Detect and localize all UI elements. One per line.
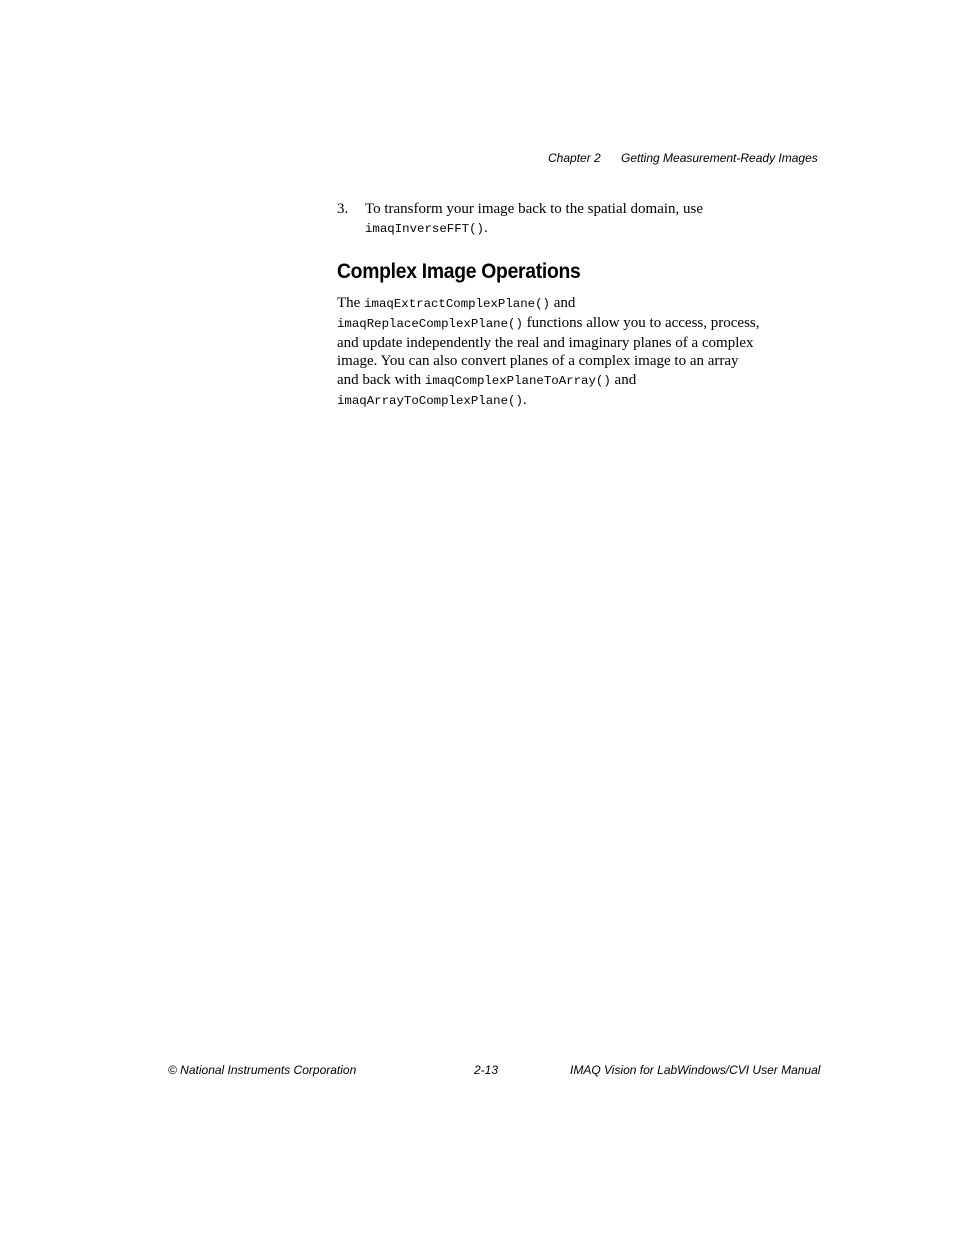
footer-copyright: © National Instruments Corporation <box>168 1063 357 1077</box>
para-text: . <box>522 391 527 408</box>
step-3 <box>337 200 797 239</box>
code-imaqComplexPlaneToArray: imaqComplexPlaneToArray() <box>424 374 611 389</box>
para-line-1 <box>337 294 797 314</box>
body-column <box>337 200 797 411</box>
header-chapter-title: Getting Measurement-Ready Images <box>621 151 818 165</box>
step-number: 3. <box>337 201 349 217</box>
section-heading: Complex Image Operations <box>337 260 581 283</box>
code-imaqReplaceComplexPlane: imaqReplaceComplexPlane() <box>337 316 523 331</box>
step-text: To transform your image back to the spatial domain, use <box>365 201 704 217</box>
para-text: and <box>610 372 637 389</box>
para-line-6 <box>337 391 797 411</box>
running-footer <box>168 1062 821 1078</box>
para-text: and back with <box>337 372 425 389</box>
code-imaqInverseFFT: imaqInverseFFT() <box>365 222 484 236</box>
para-line-4: image. You can also convert planes of a complex image to an array <box>337 353 739 370</box>
footer-page-number: 2-13 <box>474 1063 499 1077</box>
para-text: and <box>549 295 576 311</box>
step-end-punct: . <box>483 220 488 236</box>
para-line-5 <box>337 371 797 391</box>
section-paragraph <box>337 294 797 411</box>
para-line-3: and update independently the real and imaginary planes of a complex <box>337 334 754 351</box>
para-text: The <box>337 295 365 311</box>
code-imaqExtractComplexPlane: imaqExtractComplexPlane() <box>364 297 550 311</box>
footer-manual-title: IMAQ Vision for LabWindows/CVI User Manual <box>570 1063 821 1077</box>
code-imaqArrayToComplexPlane: imaqArrayToComplexPlane() <box>337 393 523 408</box>
para-text: functions allow you to access, process, <box>522 314 760 331</box>
para-line-2 <box>337 314 797 334</box>
header-chapter: Chapter 2 <box>548 151 601 165</box>
